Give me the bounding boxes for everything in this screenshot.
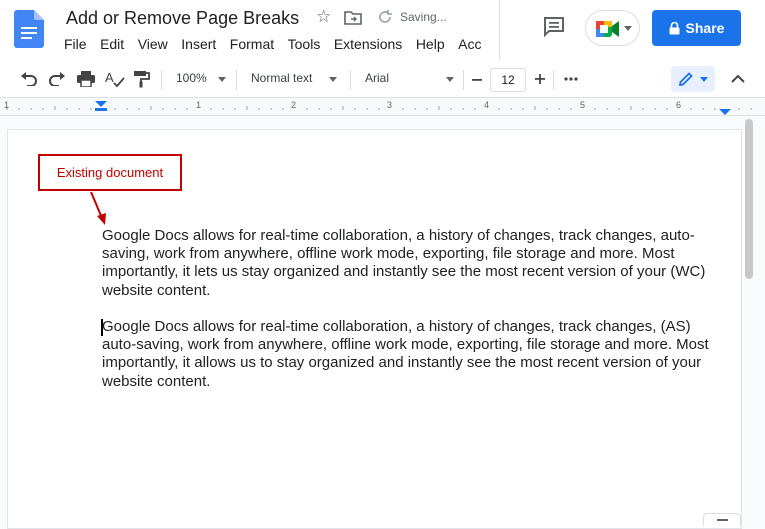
menu-bar bbox=[64, 36, 500, 52]
share-label: Share bbox=[685, 20, 725, 36]
chevron-down-icon[interactable] bbox=[329, 77, 337, 82]
explore-icon bbox=[717, 519, 728, 521]
menu-format[interactable]: Format bbox=[229, 36, 275, 52]
decrease-font-size-icon[interactable] bbox=[471, 75, 483, 85]
ruler-mark: 5 bbox=[580, 100, 586, 110]
more-options-icon[interactable] bbox=[564, 77, 578, 81]
ruler-mark: 1 bbox=[196, 100, 202, 110]
zoom-select[interactable]: 100% bbox=[176, 71, 207, 85]
editing-mode-button[interactable] bbox=[671, 66, 715, 92]
vertical-scrollbar[interactable] bbox=[745, 119, 753, 279]
ruler-mark: 2 bbox=[291, 100, 297, 110]
star-icon[interactable]: ☆ bbox=[316, 7, 332, 26]
divider bbox=[236, 70, 237, 90]
menu-view[interactable]: View bbox=[137, 36, 168, 52]
divider bbox=[463, 70, 464, 90]
ruler-mark: 4 bbox=[484, 100, 490, 110]
lock-icon bbox=[669, 22, 680, 35]
document-title[interactable]: Add or Remove Page Breaks bbox=[66, 8, 300, 28]
increase-font-size-icon[interactable] bbox=[534, 73, 546, 85]
spellcheck-icon[interactable] bbox=[105, 70, 125, 88]
hide-menus-icon[interactable] bbox=[731, 74, 745, 83]
menu-insert[interactable]: Insert bbox=[181, 36, 217, 52]
undo-icon[interactable] bbox=[20, 72, 38, 86]
print-icon[interactable] bbox=[77, 71, 95, 87]
annotation-callout bbox=[38, 154, 182, 191]
chevron-down-icon bbox=[700, 77, 708, 82]
menu-help[interactable]: Help bbox=[415, 36, 445, 52]
indent-marker-icon[interactable] bbox=[95, 101, 107, 107]
font-select[interactable]: Arial bbox=[365, 71, 390, 85]
save-status: Saving... bbox=[400, 10, 447, 24]
ruler[interactable] bbox=[0, 98, 765, 116]
redo-icon[interactable] bbox=[48, 72, 66, 86]
annotation-label: Existing document bbox=[56, 165, 164, 180]
first-line-indent-icon[interactable] bbox=[95, 108, 107, 111]
comment-history-icon[interactable] bbox=[543, 16, 565, 38]
meet-icon bbox=[596, 19, 620, 39]
menu-tools[interactable]: Tools bbox=[287, 36, 321, 52]
move-folder-icon[interactable] bbox=[344, 10, 362, 26]
chevron-down-icon bbox=[624, 26, 632, 31]
divider bbox=[553, 70, 554, 90]
menu-file[interactable]: File bbox=[64, 36, 87, 52]
document-paragraph[interactable]: Google Docs allows for real-time collaboration, a history of changes, track changes, auto-saving, work from anywhere, offline work mode, exporting, file storage and more. Most importantly, it lets us stay organized and instantly see the most recent version of your (WC) website content. bbox=[102, 227, 706, 299]
menu-accessibility[interactable]: Acc bbox=[458, 36, 482, 52]
font-size-input[interactable]: 12 bbox=[490, 68, 526, 92]
ruler-mark: 1 bbox=[4, 100, 10, 110]
divider bbox=[350, 70, 351, 90]
toolbar bbox=[0, 60, 765, 98]
ruler-mark: 6 bbox=[676, 100, 682, 110]
menu-extensions[interactable]: Extensions bbox=[333, 36, 403, 52]
chevron-down-icon[interactable] bbox=[218, 77, 226, 82]
annotation-arrow-icon bbox=[88, 190, 110, 228]
ruler-scale bbox=[0, 98, 765, 116]
style-select[interactable]: Normal text bbox=[251, 71, 313, 85]
chevron-down-icon[interactable] bbox=[446, 77, 454, 82]
svg-text:A: A bbox=[105, 70, 114, 85]
right-indent-marker-icon[interactable] bbox=[719, 109, 731, 115]
document-paragraph[interactable]: Google Docs allows for real-time collaboration, a history of changes, track changes, (AS) auto-saving, work from anywhere, offline work mode, exporting, file storage and more. Most importantly, it allows us to stay organized and instantly see the most recent version of your website content. bbox=[102, 318, 709, 390]
divider bbox=[161, 70, 162, 90]
menu-edit[interactable]: Edit bbox=[100, 36, 125, 52]
share-button[interactable] bbox=[652, 10, 741, 46]
paint-format-icon[interactable] bbox=[134, 71, 150, 88]
sync-icon bbox=[377, 9, 393, 25]
explore-button[interactable] bbox=[703, 513, 741, 526]
ruler-mark: 3 bbox=[387, 100, 393, 110]
meet-button[interactable] bbox=[585, 10, 640, 46]
docs-logo-icon[interactable] bbox=[14, 10, 44, 48]
pencil-icon bbox=[678, 71, 694, 87]
